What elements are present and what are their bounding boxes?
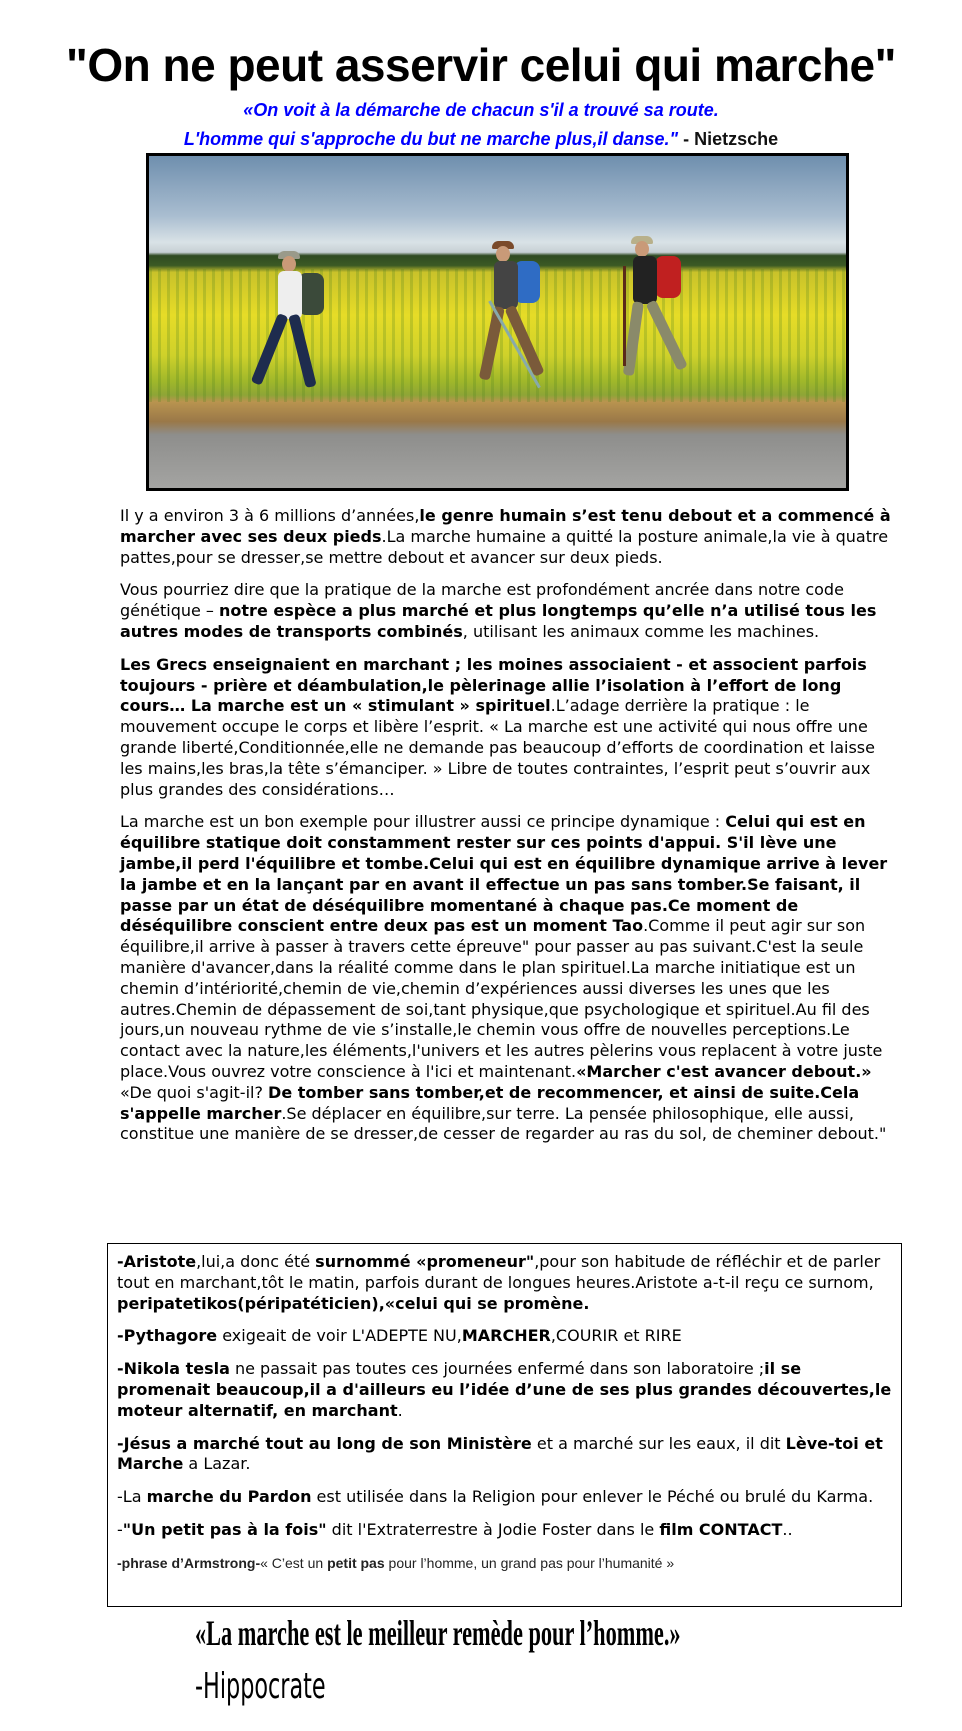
walking-figures-box	[107, 1243, 902, 1607]
bold-text: film CONTACT	[659, 1519, 783, 1539]
text: ,lui,a donc été	[196, 1252, 316, 1271]
bold-text: De tomber sans tomber,et de recommencer, et ainsi de suite.Cela s'appelle marcher	[120, 1082, 860, 1123]
page-title: "On ne peut asservir celui qui marche"	[66, 39, 896, 91]
text: -La	[117, 1487, 147, 1507]
paragraph	[120, 655, 902, 801]
text: dit l'Extraterrestre à Jodie Foster dans le	[326, 1519, 660, 1539]
bold-text: Les Grecs enseignaient en marchant ; les moines associaient - et associent parfois toujours - prière et déambulation,le pèlerinage allie l’isolation à l’effort de long cours… La marche est un « stimulant » spirituel	[120, 654, 867, 716]
nietzsche-quote-text: L'homme qui s'approche du but ne marche plus,il danse."	[183, 129, 679, 149]
box-item	[117, 1252, 892, 1314]
box-item	[117, 1487, 892, 1508]
bold-text: -phrase d’Armstrong-	[117, 1554, 261, 1571]
text: ,pour son habitude de réfléchir et de parler tout en marchant,tôt le matin, parfois durant de longues heures.Aristote a-t-il reçu ce surnom,	[117, 1252, 881, 1292]
box-item	[117, 1326, 892, 1347]
bold-text: MARCHER	[461, 1326, 551, 1346]
box-item	[117, 1434, 892, 1476]
bold-text: Celui qui est en équilibre statique doit constamment rester sur ces points d'appui. S'il lève une jambe,il perd l'équilibre et tombe.Celui qui est en équilibre dynamique arrive à lever la jambe et en la lançant par en avant il effectue un pas sans tomber.Se faisant, il passe par un état de déséquilibre momentané à chaque pas.Ce moment de déséquilibre conscient entre deux pas est un moment Tao	[120, 812, 888, 936]
paragraph	[120, 506, 902, 568]
bold-text: le genre humain s’est tenu debout et a commencé à marcher avec ses deux pieds	[120, 506, 891, 546]
nietzsche-quote-line-2	[0, 129, 962, 150]
text: a Lazar.	[183, 1454, 251, 1474]
hippocrate-quote: «La marche est le meilleur remède pour l’homme.»	[195, 1613, 681, 1653]
bold-text: petit pas	[327, 1554, 385, 1571]
text: -	[117, 1519, 123, 1539]
article-body	[120, 506, 902, 1157]
text: pour l’homme, un grand pas pour l’humanité »	[384, 1554, 675, 1571]
bold-text: «Marcher c'est avancer debout.»	[576, 1061, 872, 1081]
bold-text: -Nikola tesla	[117, 1359, 230, 1379]
bold-text: notre espèce a plus marché et plus longtemps qu’elle n’a utilisé tous les autres modes de transports combinés	[120, 601, 877, 641]
text: ..	[782, 1519, 793, 1539]
text: .	[397, 1400, 403, 1420]
bold-text: il se promenait beaucoup,il a d'ailleurs eu l’idée d’une de ses plus grandes découvertes,le moteur alternatif, en marchant	[117, 1359, 892, 1420]
bold-text: -Aristote	[117, 1252, 197, 1271]
bold-text: surnommé «promeneur"	[315, 1252, 535, 1271]
text: .Se déplacer en équilibre,sur terre. La pensée philosophique, elle aussi, constitue une manière de se dresser,de cesser de regarder au ras du sol, de cheminer debout."	[120, 1103, 887, 1144]
bold-text: peripatetikos(péripatéticien),«celui qui se promène.	[117, 1293, 590, 1313]
text: , utilisant les animaux comme les machines.	[462, 621, 820, 641]
nietzsche-author: - Nietzsche	[678, 129, 779, 149]
text: « C’est un	[260, 1554, 328, 1571]
bold-text: -Pythagore	[117, 1326, 218, 1346]
text: et a marché sur les eaux, il dit	[531, 1433, 786, 1453]
text: .L’adage derrière la pratique : le mouvement occupe le corps et libère l’esprit. « La marche est une activité qui nous offre une grande liberté,Conditionnée,elle ne demande pas beaucoup d’efforts de coordination et laisse les mains,les bras,la tête s’émanciper. » Libre de toutes contraintes, l’esprit peut s’ouvrir aux plus grandes des considérations…	[120, 696, 875, 799]
text: exigeait de voir L'ADEPTE NU,	[217, 1326, 462, 1346]
text: ne passait pas toutes ces journées enfermé dans son laboratoire ;	[229, 1359, 765, 1379]
text: «De quoi s'agit-il?	[120, 1082, 269, 1102]
box-item	[117, 1520, 892, 1541]
bold-text: Lève-toi et Marche	[117, 1433, 883, 1474]
text: ,COURIR et RIRE	[550, 1326, 682, 1346]
text: .La marche humaine a quitté la posture animale,la vie à quatre pattes,pour se dresser,se mettre debout et avancer sur deux pieds.	[120, 526, 889, 567]
bold-text: marche du Pardon	[146, 1487, 312, 1507]
nietzsche-quote-line-1: «On voit à la démarche de chacun s'il a trouvé sa route.	[243, 100, 719, 120]
armstrong-quote	[117, 1553, 892, 1574]
paragraph	[120, 580, 902, 642]
bold-text: -Jésus a marché tout au long de son Ministère	[117, 1433, 532, 1453]
text: .Comme il peut agir sur son équilibre,il arrive à passer à travers cette épreuve" pour passer au pas suivant.C'est la seule manière d'avancer,dans la réalité comme dans le plan spirituel.La marche initiatique est un chemin d’intériorité,chemin de vie,chemin d’expériences aussi diverses les unes que les autres.Chemin de dépassement de soi,tant physique,que psychologique et spirituel.Au fil des jours,un nouveau rythme de vie s’installe,le chemin vous offre de nouvelles perceptions.Le contact avec la nature,les éléments,l'univers et les autres pèlerins vous replacent à votre juste place.Vous ouvrez votre conscience à l'ici et maintenant.	[120, 916, 883, 1081]
bold-text: "Un petit pas à la fois"	[122, 1519, 327, 1539]
text: Vous pourriez dire que la pratique de la marche est profondément ancrée dans notre code génétique –	[120, 580, 844, 621]
hikers-photo	[146, 153, 849, 491]
paragraph	[120, 812, 902, 1145]
box-item	[117, 1359, 892, 1421]
text: Il y a environ 3 à 6 millions d’années,	[120, 506, 420, 525]
text: est utilisée dans la Religion pour enlever le Péché ou brulé du Karma.	[311, 1487, 874, 1507]
text: La marche est un bon exemple pour illustrer aussi ce principe dynamique :	[120, 812, 726, 832]
hippocrate-author: -Hippocrate	[195, 1666, 326, 1707]
